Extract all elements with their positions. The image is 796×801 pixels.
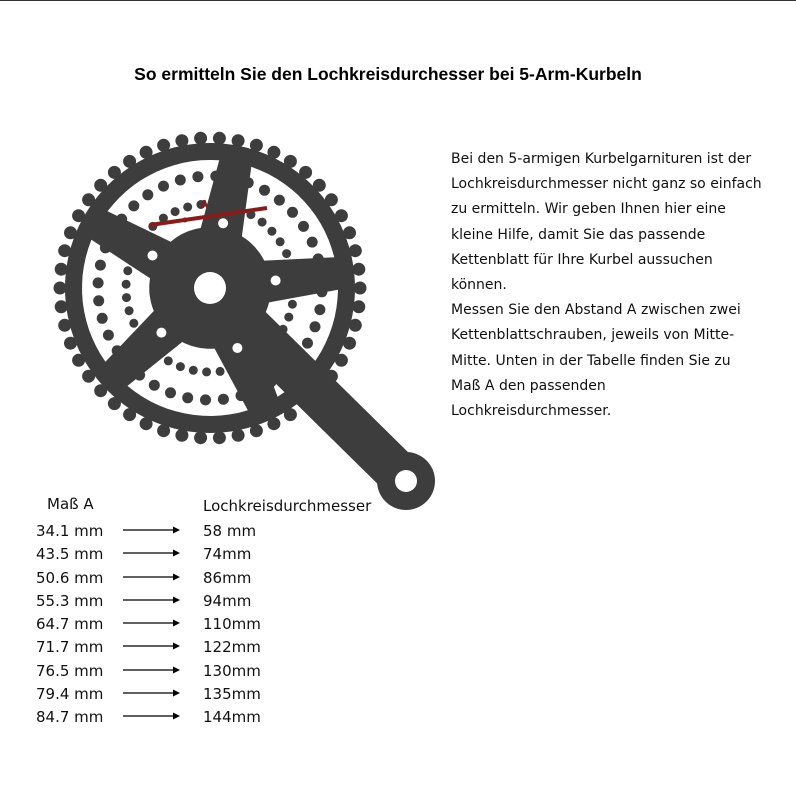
arrow-right-icon <box>122 687 182 699</box>
lochkreis-value: 122mm <box>203 638 261 657</box>
arrow-right-icon <box>122 710 182 722</box>
arrow-right-icon <box>122 547 182 559</box>
lochkreis-value: 86mm <box>203 568 252 587</box>
table-row <box>36 566 336 589</box>
measure-point <box>183 218 188 223</box>
mass-a-value: 76.5 mm <box>36 661 104 680</box>
mass-a-value: 50.6 mm <box>36 568 104 587</box>
arrow-right-icon <box>122 617 182 629</box>
lochkreis-value: 74mm <box>203 545 252 564</box>
table-row <box>36 682 336 705</box>
mass-a-value: 34.1 mm <box>36 522 104 540</box>
arrow-right-icon <box>122 571 182 583</box>
arrow-right-icon <box>122 594 182 606</box>
description-line: Lochkreisdurchmesser nicht ganz so einfach <box>451 176 762 193</box>
measure-point <box>225 212 230 217</box>
mass-a-value: 71.7 mm <box>36 638 104 657</box>
arrow-right-icon <box>122 640 182 652</box>
table-row <box>36 589 336 612</box>
lochkreis-value: 130mm <box>203 661 261 680</box>
table-row <box>36 519 336 542</box>
mass-a-value: 55.3 mm <box>36 591 104 610</box>
arrow-right-icon <box>122 524 182 536</box>
lochkreis-value: 110mm <box>203 615 261 634</box>
arrow-right-icon <box>122 664 182 676</box>
top-rule <box>0 0 796 1</box>
mass-a-value: 84.7 mm <box>36 708 104 727</box>
description-line: Maß A den passenden <box>451 377 606 394</box>
pedal-hole <box>395 470 417 492</box>
lochkreis-value: 94mm <box>203 591 252 610</box>
page-title: So ermitteln Sie den Lochkreisdurchesser bei 5-Arm-Kurbeln <box>134 64 642 84</box>
table-row <box>36 635 336 658</box>
measure-label: A <box>200 198 209 211</box>
crankset-diagram <box>50 126 440 516</box>
mass-a-value: 43.5 mm <box>36 545 104 564</box>
table-row <box>36 659 336 682</box>
mass-a-value: 64.7 mm <box>36 615 104 634</box>
description-line: können. <box>451 277 507 294</box>
table-header-mass-a: Maß A <box>47 495 94 513</box>
description-line: Bei den 5-armigen Kurbelgarnituren ist der <box>451 151 752 167</box>
lochkreis-value: 135mm <box>203 685 261 704</box>
table-row <box>36 705 336 728</box>
table-row <box>36 542 336 565</box>
description-line: Mitte. Unten in der Tabelle finden Sie zu <box>451 352 731 369</box>
lochkreis-value: 58 mm <box>203 522 257 540</box>
conversion-table <box>36 519 336 729</box>
description-line: kleine Hilfe, damit Sie das passende <box>451 226 706 243</box>
table-header-lochkreis: Lochkreisdurchmesser <box>203 497 372 515</box>
mass-a-value: 79.4 mm <box>36 685 104 704</box>
table-row <box>36 612 336 635</box>
axle-hole <box>194 272 226 304</box>
description-line: Kettenblattschrauben, jeweils von Mitte- <box>451 327 735 344</box>
description <box>451 147 781 424</box>
lochkreis-value: 144mm <box>203 708 261 727</box>
description-line: Kettenblatt für Ihre Kurbel aussuchen <box>451 251 713 268</box>
description-line: Messen Sie den Abstand A zwischen zwei <box>451 302 741 319</box>
description-line: zu ermitteln. Wir geben Ihnen hier eine <box>451 201 726 218</box>
description-line: Lochkreisdurchmesser. <box>451 403 612 420</box>
